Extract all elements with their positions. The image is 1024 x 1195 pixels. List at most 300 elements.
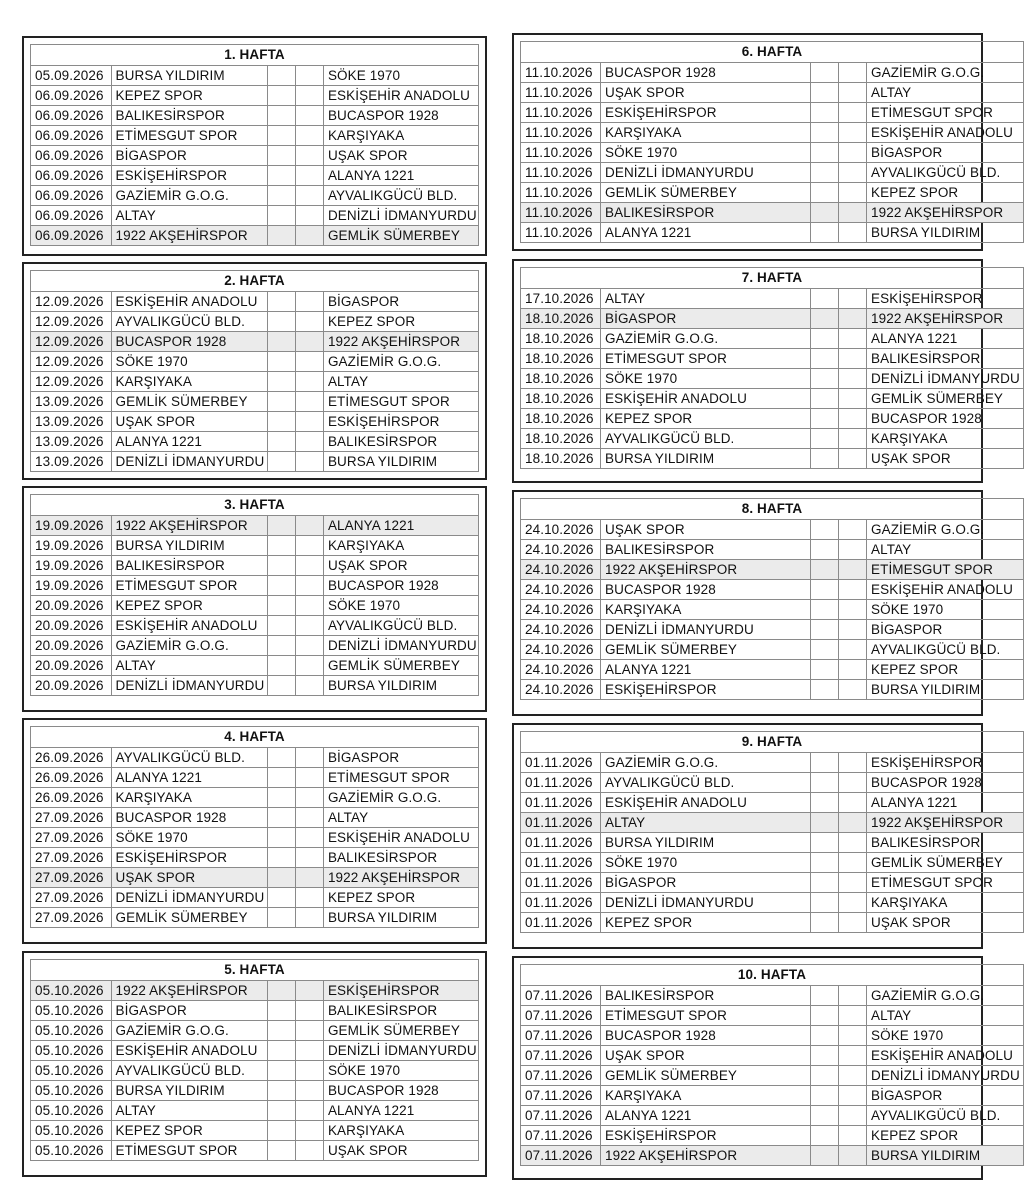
- away-team: GEMLİK SÜMERBEY: [323, 1021, 478, 1041]
- away-score-cell: [295, 332, 323, 352]
- home-score-cell: [811, 913, 839, 933]
- match-row: [521, 1006, 1024, 1026]
- away-team: BİGASPOR: [323, 292, 478, 312]
- home-team: BURSA YILDIRIM: [111, 66, 267, 86]
- week-title: 2. HAFTA: [31, 271, 479, 292]
- match-row: [31, 908, 479, 928]
- away-score-cell: [295, 616, 323, 636]
- home-score-cell: [267, 868, 295, 888]
- match-date: 01.11.2026: [521, 913, 601, 933]
- home-score-cell: [811, 309, 839, 329]
- match-date: 18.10.2026: [521, 369, 601, 389]
- match-row: [31, 1041, 479, 1061]
- away-score-cell: [839, 660, 867, 680]
- match-date: 11.10.2026: [521, 203, 601, 223]
- week-2-box: [22, 262, 487, 480]
- match-row: [31, 126, 479, 146]
- match-date: 11.10.2026: [521, 123, 601, 143]
- match-row: [31, 1141, 479, 1161]
- match-row: [31, 848, 479, 868]
- home-score-cell: [267, 1141, 295, 1161]
- home-score-cell: [267, 226, 295, 246]
- home-team: DENİZLİ İDMANYURDU: [601, 893, 811, 913]
- away-team: BUCASPOR 1928: [323, 576, 478, 596]
- match-row: [521, 913, 1024, 933]
- home-score-cell: [811, 83, 839, 103]
- home-team: BALIKESİRSPOR: [601, 203, 811, 223]
- away-team: AYVALIKGÜCÜ BLD.: [867, 163, 1024, 183]
- home-score-cell: [267, 788, 295, 808]
- home-team: BUCASPOR 1928: [111, 332, 267, 352]
- away-team: GAZİEMİR G.O.G.: [867, 986, 1024, 1006]
- home-team: ESKİŞEHİR ANADOLU: [111, 616, 267, 636]
- away-team: GEMLİK SÜMERBEY: [323, 656, 478, 676]
- match-date: 01.11.2026: [521, 893, 601, 913]
- away-score-cell: [295, 596, 323, 616]
- home-score-cell: [267, 452, 295, 472]
- match-row: [31, 332, 479, 352]
- away-team: ESKİŞEHİR ANADOLU: [867, 580, 1024, 600]
- away-team: ALANYA 1221: [323, 1101, 478, 1121]
- away-team: ESKİŞEHİR ANADOLU: [323, 828, 478, 848]
- home-team: BİGASPOR: [111, 146, 267, 166]
- away-team: BURSA YILDIRIM: [323, 676, 478, 696]
- away-team: KEPEZ SPOR: [867, 1126, 1024, 1146]
- home-team: 1922 AKŞEHİRSPOR: [111, 226, 267, 246]
- week-10-box: [512, 956, 1020, 1180]
- match-date: 12.09.2026: [31, 352, 112, 372]
- home-team: KARŞIYAKA: [601, 123, 811, 143]
- home-team: 1922 AKŞEHİRSPOR: [601, 1146, 811, 1166]
- match-row: [31, 828, 479, 848]
- week-title: 9. HAFTA: [521, 732, 1024, 753]
- away-score-cell: [839, 580, 867, 600]
- away-team: DENİZLİ İDMANYURDU: [323, 1041, 478, 1061]
- week-9-box: [512, 723, 1004, 949]
- away-score-cell: [839, 409, 867, 429]
- home-score-cell: [811, 223, 839, 243]
- match-date: 19.09.2026: [31, 556, 112, 576]
- away-team: ALANYA 1221: [867, 329, 1024, 349]
- home-score-cell: [267, 888, 295, 908]
- away-score-cell: [295, 1061, 323, 1081]
- home-score-cell: [811, 1106, 839, 1126]
- home-team: UŞAK SPOR: [111, 412, 267, 432]
- away-score-cell: [839, 309, 867, 329]
- match-date: 26.09.2026: [31, 788, 112, 808]
- away-team: ALTAY: [323, 372, 478, 392]
- away-team: GAZİEMİR G.O.G.: [867, 63, 1024, 83]
- week-title: 6. HAFTA: [521, 42, 1024, 63]
- match-date: 27.09.2026: [31, 908, 112, 928]
- match-date: 05.10.2026: [31, 1001, 112, 1021]
- home-team: DENİZLİ İDMANYURDU: [111, 676, 267, 696]
- home-team: ESKİŞEHİRSPOR: [601, 1126, 811, 1146]
- match-row: [31, 748, 479, 768]
- match-date: 05.10.2026: [31, 1141, 112, 1161]
- away-score-cell: [295, 1041, 323, 1061]
- home-score-cell: [267, 352, 295, 372]
- home-score-cell: [811, 163, 839, 183]
- match-date: 24.10.2026: [521, 560, 601, 580]
- away-score-cell: [839, 369, 867, 389]
- home-score-cell: [811, 833, 839, 853]
- week-6-box: [512, 33, 1013, 251]
- match-date: 26.09.2026: [31, 748, 112, 768]
- home-team: ETİMESGUT SPOR: [111, 126, 267, 146]
- match-date: 12.09.2026: [31, 332, 112, 352]
- match-date: 07.11.2026: [521, 1026, 601, 1046]
- match-date: 05.10.2026: [31, 1061, 112, 1081]
- home-team: ETİMESGUT SPOR: [601, 349, 811, 369]
- home-team: AYVALIKGÜCÜ BLD.: [111, 1061, 267, 1081]
- away-score-cell: [295, 106, 323, 126]
- match-date: 20.09.2026: [31, 596, 112, 616]
- away-team: UŞAK SPOR: [867, 449, 1024, 469]
- week-title: 4. HAFTA: [31, 727, 479, 748]
- match-date: 01.11.2026: [521, 853, 601, 873]
- home-team: UŞAK SPOR: [601, 520, 811, 540]
- away-score-cell: [839, 183, 867, 203]
- home-score-cell: [811, 560, 839, 580]
- home-score-cell: [811, 1146, 839, 1166]
- home-score-cell: [267, 292, 295, 312]
- away-score-cell: [295, 292, 323, 312]
- match-row: [31, 656, 479, 676]
- match-date: 05.10.2026: [31, 1081, 112, 1101]
- home-team: BUCASPOR 1928: [601, 1026, 811, 1046]
- home-team: ALTAY: [601, 813, 811, 833]
- match-row: [31, 452, 479, 472]
- match-row: [31, 86, 479, 106]
- match-date: 24.10.2026: [521, 600, 601, 620]
- match-date: 06.09.2026: [31, 126, 112, 146]
- away-team: 1922 AKŞEHİRSPOR: [867, 309, 1024, 329]
- match-row: [521, 873, 1024, 893]
- match-row: [31, 312, 479, 332]
- away-team: ALTAY: [867, 83, 1024, 103]
- away-team: DENİZLİ İDMANYURDU: [323, 206, 478, 226]
- match-row: [521, 1146, 1024, 1166]
- match-row: [521, 223, 1024, 243]
- match-date: 12.09.2026: [31, 372, 112, 392]
- home-team: AYVALIKGÜCÜ BLD.: [601, 429, 811, 449]
- match-date: 11.10.2026: [521, 103, 601, 123]
- match-date: 06.09.2026: [31, 166, 112, 186]
- away-score-cell: [295, 432, 323, 452]
- match-date: 19.09.2026: [31, 576, 112, 596]
- home-score-cell: [811, 349, 839, 369]
- home-score-cell: [811, 1086, 839, 1106]
- away-team: BUCASPOR 1928: [323, 1081, 478, 1101]
- away-score-cell: [839, 203, 867, 223]
- away-team: BALIKESİRSPOR: [867, 349, 1024, 369]
- away-team: ESKİŞEHİRSPOR: [323, 412, 478, 432]
- match-row: [521, 389, 1024, 409]
- match-date: 07.11.2026: [521, 1146, 601, 1166]
- away-score-cell: [839, 1126, 867, 1146]
- match-row: [521, 580, 1024, 600]
- home-score-cell: [267, 126, 295, 146]
- match-row: [31, 1061, 479, 1081]
- home-team: GEMLİK SÜMERBEY: [601, 640, 811, 660]
- match-date: 17.10.2026: [521, 289, 601, 309]
- away-team: BİGASPOR: [867, 143, 1024, 163]
- home-team: UŞAK SPOR: [601, 1046, 811, 1066]
- match-row: [521, 520, 1024, 540]
- away-team: KARŞIYAKA: [867, 893, 1024, 913]
- match-date: 19.09.2026: [31, 536, 112, 556]
- match-row: [31, 888, 479, 908]
- home-score-cell: [267, 106, 295, 126]
- away-team: GEMLİK SÜMERBEY: [323, 226, 478, 246]
- match-row: [521, 1086, 1024, 1106]
- home-score-cell: [267, 146, 295, 166]
- match-row: [521, 1046, 1024, 1066]
- fixture-table: [30, 44, 479, 246]
- fixture-table: [30, 726, 479, 928]
- match-date: 13.09.2026: [31, 392, 112, 412]
- home-team: ALANYA 1221: [111, 768, 267, 788]
- away-score-cell: [839, 1106, 867, 1126]
- match-row: [521, 429, 1024, 449]
- match-date: 13.09.2026: [31, 452, 112, 472]
- match-date: 11.10.2026: [521, 223, 601, 243]
- away-team: ESKİŞEHİRSPOR: [323, 981, 478, 1001]
- match-date: 07.11.2026: [521, 1106, 601, 1126]
- home-team: UŞAK SPOR: [111, 868, 267, 888]
- home-score-cell: [811, 793, 839, 813]
- match-row: [521, 1026, 1024, 1046]
- away-score-cell: [295, 908, 323, 928]
- away-team: AYVALIKGÜCÜ BLD.: [867, 640, 1024, 660]
- away-score-cell: [295, 186, 323, 206]
- away-score-cell: [295, 748, 323, 768]
- week-title: 7. HAFTA: [521, 268, 1024, 289]
- away-team: BALIKESİRSPOR: [323, 1001, 478, 1021]
- away-score-cell: [839, 389, 867, 409]
- away-team: 1922 AKŞEHİRSPOR: [867, 203, 1024, 223]
- home-team: BURSA YILDIRIM: [601, 833, 811, 853]
- match-date: 27.09.2026: [31, 888, 112, 908]
- match-row: [521, 833, 1024, 853]
- away-score-cell: [295, 1001, 323, 1021]
- away-team: ESKİŞEHİR ANADOLU: [323, 86, 478, 106]
- match-row: [521, 203, 1024, 223]
- home-team: ALANYA 1221: [601, 1106, 811, 1126]
- away-score-cell: [839, 753, 867, 773]
- away-team: BALIKESİRSPOR: [323, 848, 478, 868]
- away-score-cell: [295, 86, 323, 106]
- away-team: BURSA YILDIRIM: [323, 908, 478, 928]
- match-date: 06.09.2026: [31, 146, 112, 166]
- fixture-table: [30, 494, 479, 696]
- match-row: [31, 536, 479, 556]
- away-score-cell: [295, 126, 323, 146]
- away-score-cell: [839, 449, 867, 469]
- home-team: BUCASPOR 1928: [601, 63, 811, 83]
- home-team: ESKİŞEHİR ANADOLU: [601, 389, 811, 409]
- away-score-cell: [295, 312, 323, 332]
- match-row: [31, 556, 479, 576]
- away-team: BUCASPOR 1928: [867, 773, 1024, 793]
- match-date: 05.10.2026: [31, 1021, 112, 1041]
- home-score-cell: [267, 676, 295, 696]
- match-row: [31, 636, 479, 656]
- away-team: ALTAY: [867, 1006, 1024, 1026]
- week-3-box: [22, 486, 487, 712]
- home-score-cell: [811, 680, 839, 700]
- match-row: [31, 808, 479, 828]
- away-score-cell: [839, 1046, 867, 1066]
- away-team: SÖKE 1970: [867, 1026, 1024, 1046]
- match-row: [31, 66, 479, 86]
- away-team: GEMLİK SÜMERBEY: [867, 389, 1024, 409]
- home-score-cell: [811, 986, 839, 1006]
- home-score-cell: [267, 412, 295, 432]
- away-score-cell: [839, 1066, 867, 1086]
- home-team: SÖKE 1970: [601, 143, 811, 163]
- match-row: [31, 226, 479, 246]
- away-score-cell: [839, 103, 867, 123]
- away-team: SÖKE 1970: [323, 596, 478, 616]
- match-date: 05.10.2026: [31, 1041, 112, 1061]
- match-date: 06.09.2026: [31, 86, 112, 106]
- home-team: SÖKE 1970: [601, 853, 811, 873]
- match-row: [31, 432, 479, 452]
- home-team: AYVALIKGÜCÜ BLD.: [601, 773, 811, 793]
- week-title: 8. HAFTA: [521, 499, 1024, 520]
- away-team: AYVALIKGÜCÜ BLD.: [323, 186, 478, 206]
- home-score-cell: [811, 389, 839, 409]
- away-team: ETİMESGUT SPOR: [867, 873, 1024, 893]
- home-team: KARŞIYAKA: [111, 372, 267, 392]
- match-row: [521, 680, 1024, 700]
- home-score-cell: [267, 1121, 295, 1141]
- away-score-cell: [839, 83, 867, 103]
- away-team: DENİZLİ İDMANYURDU: [323, 636, 478, 656]
- week-title: 5. HAFTA: [31, 960, 479, 981]
- away-team: ALTAY: [323, 808, 478, 828]
- match-date: 27.09.2026: [31, 828, 112, 848]
- home-score-cell: [811, 449, 839, 469]
- away-score-cell: [839, 853, 867, 873]
- match-date: 07.11.2026: [521, 1086, 601, 1106]
- match-row: [521, 753, 1024, 773]
- match-row: [521, 329, 1024, 349]
- away-team: ESKİŞEHİRSPOR: [867, 289, 1024, 309]
- away-team: KEPEZ SPOR: [323, 312, 478, 332]
- match-row: [521, 600, 1024, 620]
- match-row: [521, 103, 1024, 123]
- away-team: KARŞIYAKA: [323, 536, 478, 556]
- match-date: 20.09.2026: [31, 676, 112, 696]
- home-score-cell: [811, 203, 839, 223]
- match-date: 01.11.2026: [521, 753, 601, 773]
- away-score-cell: [295, 848, 323, 868]
- match-row: [31, 1021, 479, 1041]
- away-team: BALIKESİRSPOR: [323, 432, 478, 452]
- match-date: 27.09.2026: [31, 848, 112, 868]
- fixture-table: [520, 964, 1024, 1166]
- match-row: [521, 83, 1024, 103]
- home-team: KARŞIYAKA: [601, 1086, 811, 1106]
- home-score-cell: [811, 520, 839, 540]
- away-team: KARŞIYAKA: [323, 1121, 478, 1141]
- match-date: 12.09.2026: [31, 312, 112, 332]
- away-score-cell: [295, 981, 323, 1001]
- away-team: ALANYA 1221: [867, 793, 1024, 813]
- away-team: KEPEZ SPOR: [323, 888, 478, 908]
- away-team: KEPEZ SPOR: [867, 660, 1024, 680]
- away-score-cell: [839, 560, 867, 580]
- match-row: [521, 1126, 1024, 1146]
- match-row: [31, 166, 479, 186]
- away-score-cell: [839, 600, 867, 620]
- home-team: BURSA YILDIRIM: [111, 1081, 267, 1101]
- away-score-cell: [839, 833, 867, 853]
- away-team: BUCASPOR 1928: [323, 106, 478, 126]
- home-score-cell: [267, 372, 295, 392]
- away-team: ETİMESGUT SPOR: [323, 768, 478, 788]
- home-score-cell: [811, 540, 839, 560]
- home-team: SÖKE 1970: [111, 828, 267, 848]
- match-date: 20.09.2026: [31, 636, 112, 656]
- week-title: 10. HAFTA: [521, 965, 1024, 986]
- home-score-cell: [811, 329, 839, 349]
- match-date: 26.09.2026: [31, 768, 112, 788]
- home-score-cell: [811, 103, 839, 123]
- home-score-cell: [267, 332, 295, 352]
- home-score-cell: [811, 660, 839, 680]
- away-score-cell: [839, 620, 867, 640]
- home-score-cell: [267, 768, 295, 788]
- home-team: AYVALIKGÜCÜ BLD.: [111, 748, 267, 768]
- away-score-cell: [839, 143, 867, 163]
- away-score-cell: [295, 1021, 323, 1041]
- away-team: ALANYA 1221: [323, 516, 478, 536]
- week-4-box: [22, 718, 487, 944]
- match-date: 18.10.2026: [521, 349, 601, 369]
- match-row: [31, 292, 479, 312]
- fixture-table: [520, 41, 1024, 243]
- match-row: [521, 349, 1024, 369]
- home-score-cell: [811, 753, 839, 773]
- home-score-cell: [811, 289, 839, 309]
- away-team: BURSA YILDIRIM: [867, 223, 1024, 243]
- away-score-cell: [295, 536, 323, 556]
- away-score-cell: [295, 828, 323, 848]
- match-date: 11.10.2026: [521, 83, 601, 103]
- away-team: DENİZLİ İDMANYURDU: [867, 1066, 1024, 1086]
- home-team: BALIKESİRSPOR: [601, 540, 811, 560]
- home-score-cell: [267, 908, 295, 928]
- away-score-cell: [839, 1086, 867, 1106]
- home-score-cell: [811, 409, 839, 429]
- home-team: ESKİŞEHİRSPOR: [111, 848, 267, 868]
- away-score-cell: [295, 412, 323, 432]
- away-score-cell: [295, 146, 323, 166]
- match-row: [31, 868, 479, 888]
- away-score-cell: [295, 1101, 323, 1121]
- home-team: BALIKESİRSPOR: [601, 986, 811, 1006]
- away-team: ALTAY: [867, 540, 1024, 560]
- match-date: 01.11.2026: [521, 833, 601, 853]
- away-score-cell: [295, 656, 323, 676]
- home-team: ESKİŞEHİR ANADOLU: [111, 292, 267, 312]
- home-team: BALIKESİRSPOR: [111, 556, 267, 576]
- home-score-cell: [811, 580, 839, 600]
